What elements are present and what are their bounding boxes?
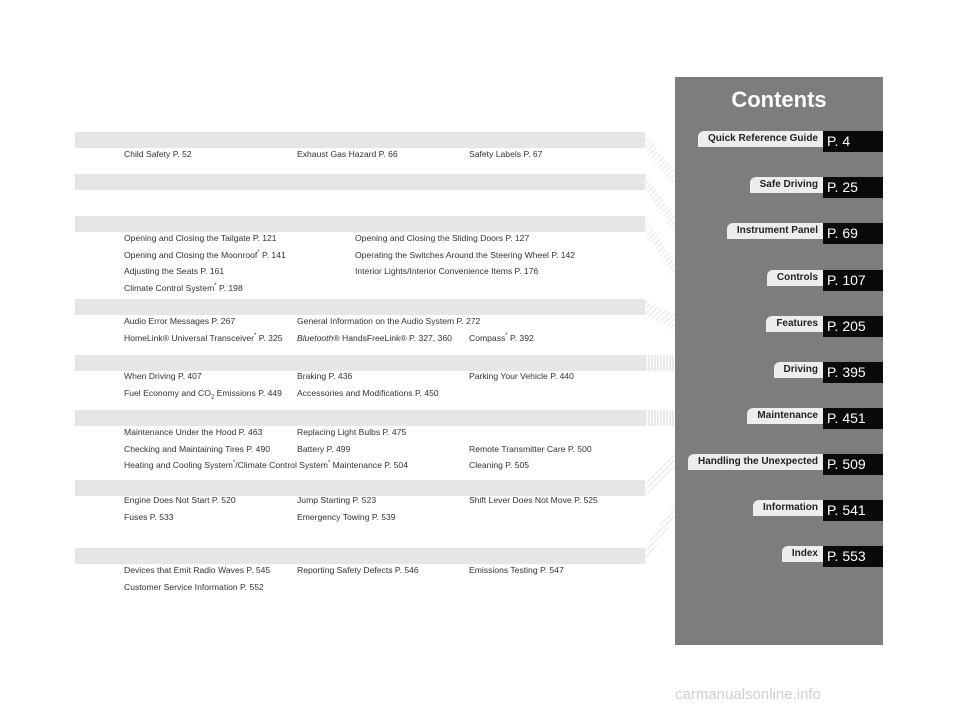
connector-hatch — [645, 214, 675, 280]
contents-panel — [675, 77, 883, 645]
nav-label: Features — [766, 316, 823, 332]
watermark: carmanualsonline.info — [675, 686, 821, 703]
nav-page: P. 25 — [823, 177, 883, 198]
safe-driving-entries — [124, 146, 644, 163]
entry-text: Opening and Closing the Moonroof — [124, 249, 258, 260]
entry-link[interactable]: Shift Lever Does Not Move P. 525 — [469, 495, 598, 505]
nav-index[interactable] — [675, 546, 883, 567]
entry-link[interactable]: Parking Your Vehicle P. 440 — [469, 371, 574, 381]
nav-page: P. 541 — [823, 500, 883, 521]
entry-link[interactable]: Reporting Safety Defects P. 546 — [297, 565, 419, 575]
asterisk: * — [232, 460, 236, 467]
nav-page: P. 107 — [823, 270, 883, 291]
nav-features[interactable] — [675, 316, 883, 337]
nav-label: Instrument Panel — [727, 223, 823, 239]
nav-quick-reference-guide[interactable] — [675, 131, 883, 152]
nav-page: P. 553 — [823, 546, 883, 567]
nav-label: Information — [753, 500, 823, 516]
asterisk: * — [257, 249, 260, 256]
nav-label: Handling the Unexpected — [688, 454, 823, 470]
entry-link[interactable] — [124, 247, 286, 264]
contents-title: Contents — [731, 87, 827, 112]
nav-label: Safe Driving — [750, 177, 823, 193]
entry-link[interactable]: Engine Does Not Start P. 520 — [124, 495, 236, 505]
entry-link[interactable]: Audio Error Messages P. 267 — [124, 316, 236, 326]
connector-hatch — [645, 500, 675, 566]
entry-link[interactable]: Adjusting the Seats P. 161 — [124, 266, 225, 276]
features-entries — [124, 313, 644, 346]
entry-link[interactable]: Replacing Light Bulbs P. 475 — [297, 427, 407, 437]
entry-link[interactable] — [124, 280, 243, 297]
entry-link[interactable]: Checking and Maintaining Tires P. 490 — [124, 443, 271, 454]
nav-handling-the-unexpected[interactable] — [675, 454, 883, 475]
entry-link[interactable]: Interior Lights/Interior Convenience Items P. 176 — [355, 266, 539, 276]
entry-text: Fuel Economy and CO — [124, 387, 211, 398]
nav-driving[interactable] — [675, 362, 883, 383]
entry-link[interactable]: When Driving P. 407 — [124, 371, 202, 381]
entry-link[interactable] — [124, 385, 282, 402]
entry-link[interactable] — [469, 330, 534, 347]
maintenance-entries — [124, 424, 644, 474]
entry-link[interactable]: Operating the Switches Around the Steering Wheel P. 142 — [355, 249, 576, 260]
nav-label: Maintenance — [747, 408, 823, 424]
entry-link[interactable]: General Information on the Audio System P. 272 — [297, 316, 481, 326]
connector-hatch — [645, 410, 675, 426]
nav-page: P. 395 — [823, 362, 883, 383]
entry-link[interactable]: Battery P. 499 — [297, 443, 351, 454]
entry-page: P. 325 — [256, 332, 283, 343]
entry-link[interactable]: Customer Service Information P. 552 — [124, 581, 264, 592]
section-band-instrument-panel — [75, 174, 645, 190]
entry-text: /Climate Control System — [235, 460, 328, 470]
connector-hatch — [645, 297, 675, 333]
subscript: 2 — [210, 394, 215, 401]
entry-text: HomeLink® Universal Transceiver — [124, 332, 255, 343]
asterisk: * — [327, 460, 331, 467]
entry-page: ® HandsFreeLink® P. 327, 360 — [333, 332, 452, 343]
entry-text: Heating and Cooling System — [124, 460, 233, 470]
nav-page: P. 205 — [823, 316, 883, 337]
nav-page: P. 451 — [823, 408, 883, 429]
controls-entries — [124, 230, 644, 296]
entry-link[interactable]: Maintenance Under the Hood P. 463 — [124, 427, 263, 437]
connector-hatch — [645, 355, 675, 371]
entry-link[interactable]: Cleaning P. 505 — [469, 460, 530, 470]
connector-hatch — [645, 450, 675, 498]
entry-text: Climate Control System — [124, 282, 215, 293]
entry-link[interactable]: Exhaust Gas Hazard P. 66 — [297, 149, 398, 159]
information-entries — [124, 562, 644, 595]
nav-information[interactable] — [675, 500, 883, 521]
asterisk: * — [505, 332, 508, 339]
entry-link[interactable]: Opening and Closing the Sliding Doors P. 127 — [355, 233, 530, 243]
nav-controls[interactable] — [675, 270, 883, 291]
nav-label: Driving — [774, 362, 823, 378]
entry-link[interactable]: Opening and Closing the Tailgate P. 121 — [124, 233, 277, 243]
entry-link[interactable]: Devices that Emit Radio Waves P. 545 — [124, 565, 271, 575]
nav-page: P. 509 — [823, 454, 883, 475]
nav-label: Index — [782, 546, 823, 562]
nav-label: Quick Reference Guide — [698, 131, 823, 147]
asterisk: * — [214, 282, 217, 289]
entry-link[interactable]: Braking P. 436 — [297, 371, 353, 381]
entry-page: Maintenance P. 504 — [330, 460, 408, 470]
nav-instrument-panel[interactable] — [675, 223, 883, 244]
entry-page: Emissions P. 449 — [214, 387, 282, 398]
entry-page: P. 392 — [507, 332, 534, 343]
entry-link[interactable]: Emergency Towing P. 539 — [297, 511, 396, 522]
nav-page: P. 69 — [823, 223, 883, 244]
entry-link[interactable] — [124, 330, 283, 347]
entry-link[interactable]: Accessories and Modifications P. 450 — [297, 387, 439, 398]
unexpected-entries — [124, 492, 644, 525]
entry-link[interactable]: Remote Transmitter Care P. 500 — [469, 443, 592, 454]
entry-link[interactable] — [124, 457, 408, 474]
entry-link[interactable]: Safety Labels P. 67 — [469, 149, 543, 159]
asterisk: * — [254, 332, 257, 339]
nav-maintenance[interactable] — [675, 408, 883, 429]
entry-text: Bluetooth — [297, 332, 334, 343]
entry-page: P. 198 — [216, 282, 243, 293]
nav-page: P. 4 — [823, 131, 883, 152]
entry-link[interactable]: Jump Starting P. 523 — [297, 495, 377, 505]
nav-safe-driving[interactable] — [675, 177, 883, 198]
entry-link[interactable] — [297, 330, 452, 347]
entry-link[interactable]: Fuses P. 533 — [124, 511, 174, 522]
entry-page: P. 141 — [259, 249, 286, 260]
entry-text: Compass — [469, 332, 506, 343]
driving-entries — [124, 368, 644, 401]
nav-label: Controls — [767, 270, 823, 286]
entry-link[interactable]: Child Safety P. 52 — [124, 149, 192, 159]
entry-link[interactable]: Emissions Testing P. 547 — [469, 565, 564, 575]
